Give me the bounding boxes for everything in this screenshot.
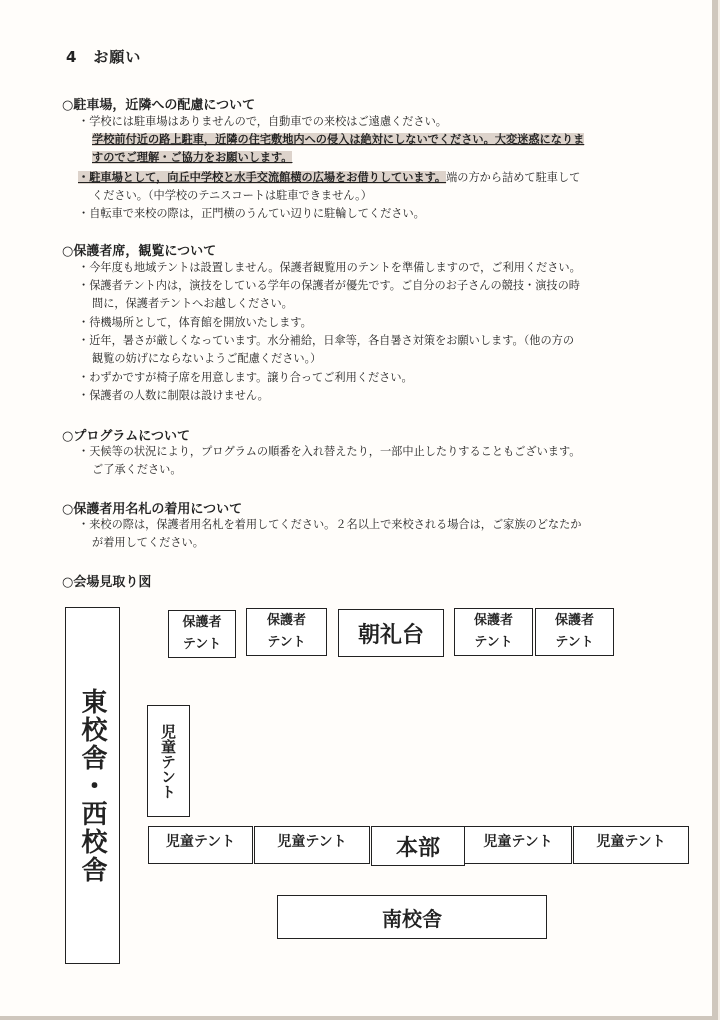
section-title-nametag: ○保護者用名札の着用について: [62, 502, 243, 517]
text-line: ・今年度も地域テントは設置しません。保護者観覧用のテントを準備しますので，ご利用ください。: [78, 261, 581, 274]
parent-tent-box: 保護者 テント: [454, 608, 533, 656]
child-tent-vertical: 児童テント: [147, 705, 190, 817]
east-west-building: 東校舎・西校舎: [65, 607, 120, 964]
section-title-parking: ○駐車場，近隣への配慮について: [62, 98, 256, 113]
text-line: ・近年，暑さが厳しくなっています。水分補給，日傘等，各自暑さ対策をお願いします。（他の方の: [78, 334, 575, 347]
text-line: 観覧の妨げにならないようご配慮ください。）: [92, 352, 322, 365]
text-line-emphasis: すのでご理解・ご協力をお願いします。: [92, 151, 293, 164]
text-line: ・学校には駐車場はありませんので，自動車での来校はご遠慮ください。: [78, 115, 447, 128]
parent-tent-box: 保護者 テント: [246, 608, 327, 656]
parent-tent-box: 保護者 テント: [535, 608, 614, 656]
child-tent-box: 児童テント: [254, 826, 370, 864]
south-building: 南校舎: [277, 895, 547, 939]
section-title-seats: ○保護者席，観覧について: [62, 244, 217, 259]
text-line: 間に，保護者テントへお越しください。: [92, 297, 293, 310]
text-line: ご了承ください。: [92, 463, 182, 476]
text-line: ・保護者の人数に制限は設けません。: [78, 389, 269, 402]
text-line-emphasis: 学校前付近の路上駐車，近隣の住宅敷地内への侵入は絶対にしないでください。大変迷惑になりま: [92, 133, 585, 146]
section-title-map: ○会場見取り図: [62, 575, 152, 590]
text-line: ・天候等の状況により，プログラムの順番を入れ替えたり，一部中止したりすることもございます。: [78, 445, 581, 458]
text-line: ・自転車で来校の際は，正門横のうんてい辺りに駐輪してください。: [78, 207, 425, 220]
text-line: ・保護者テント内は，演技をしている学年の保護者が優先です。ご自分のお子さんの競技・演技の時: [78, 279, 580, 292]
morning-stage-box: 朝礼台: [338, 609, 444, 657]
text-line: が着用してください。: [92, 536, 204, 549]
text-line: ・わずかですが椅子席を用意します。譲り合ってご利用ください。: [78, 371, 413, 384]
section-title-program: ○プログラムについて: [62, 429, 190, 444]
text-line: ・来校の際は，保護者用名札を着用してください。２名以上で来校される場合は，ご家族のどなたか: [78, 518, 582, 531]
text-line: ・駐車場として，向丘中学校と水手交流館横の広場をお借りしています。端の方から詰めて駐車して: [78, 171, 581, 184]
child-tent-box: 児童テント: [148, 826, 253, 864]
child-tent-box: 児童テント: [573, 826, 689, 864]
child-tent-box: 児童テント: [464, 826, 572, 864]
text-line: ください。（中学校のテニスコートは駐車できません。）: [92, 189, 372, 202]
headquarters-box: 本部: [371, 826, 465, 866]
text-line: ・待機場所として，体育館を開放いたします。: [78, 316, 312, 329]
page-heading: 4 お願い: [66, 48, 142, 66]
parent-tent-box: 保護者 テント: [168, 610, 236, 658]
